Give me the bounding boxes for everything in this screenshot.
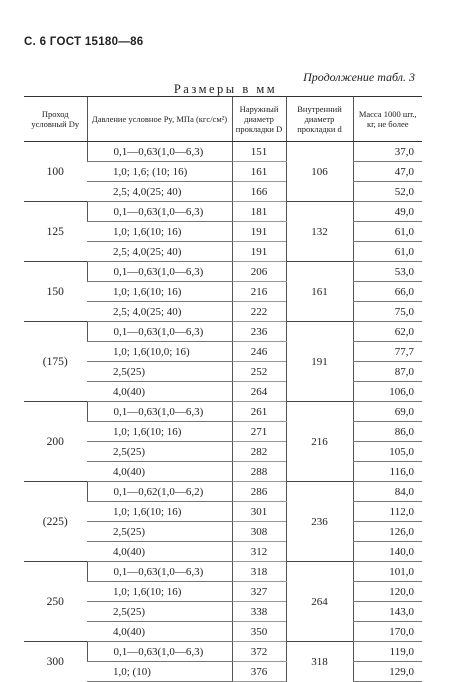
- outer-diameter-cell: 191: [232, 222, 286, 242]
- outer-diameter-cell: 372: [232, 642, 286, 662]
- inner-diameter-cell: 264: [286, 562, 353, 642]
- page-header: С. 6 ГОСТ 15180—86: [24, 36, 144, 48]
- nominal-bore-cell: (225): [24, 482, 87, 562]
- table-row: [24, 642, 422, 662]
- outer-diameter-cell: 261: [232, 402, 286, 422]
- pressure-cell: 4,0(40): [87, 542, 232, 562]
- pressure-cell: 0,1—0,63(1,0—6,3): [87, 642, 232, 662]
- header-mass: Масса 1000 шт., кг, не более: [353, 97, 422, 142]
- nominal-bore-cell: (175): [24, 322, 87, 402]
- outer-diameter-cell: 312: [232, 542, 286, 562]
- table-continuation-label: Продолжение табл. 3: [303, 70, 415, 84]
- mass-cell: 53,0: [353, 262, 422, 282]
- outer-diameter-cell: 376: [232, 662, 286, 682]
- pressure-cell: 2,5; 4,0(25; 40): [87, 242, 232, 262]
- outer-diameter-cell: 191: [232, 242, 286, 262]
- outer-diameter-cell: 264: [232, 382, 286, 402]
- table-row: [24, 482, 422, 502]
- outer-diameter-cell: 286: [232, 482, 286, 502]
- outer-diameter-cell: 206: [232, 262, 286, 282]
- pressure-cell: 0,1—0,62(1,0—6,2): [87, 482, 232, 502]
- outer-diameter-cell: 161: [232, 162, 286, 182]
- mass-cell: 119,0: [353, 642, 422, 662]
- nominal-bore-cell: 125: [24, 202, 87, 262]
- outer-diameter-cell: 181: [232, 202, 286, 222]
- header-outer-diameter: Наружный диаметр прокладки D: [232, 97, 286, 142]
- pressure-cell: 1,0; 1,6(10,0; 16): [87, 342, 232, 362]
- pressure-cell: 1,0; 1,6(10; 16): [87, 422, 232, 442]
- table-row: [24, 562, 422, 582]
- pressure-cell: 4,0(40): [87, 622, 232, 642]
- header-nominal-bore: Проход условный Dy: [24, 97, 87, 142]
- inner-diameter-cell: 161: [286, 262, 353, 322]
- table-row: [24, 202, 422, 222]
- inner-diameter-cell: 132: [286, 202, 353, 262]
- mass-cell: 105,0: [353, 442, 422, 462]
- pressure-cell: 2,5(25): [87, 442, 232, 462]
- inner-diameter-cell: 318: [286, 642, 353, 682]
- outer-diameter-cell: 222: [232, 302, 286, 322]
- pressure-cell: 0,1—0,63(1,0—6,3): [87, 142, 232, 162]
- inner-diameter-cell: 216: [286, 402, 353, 482]
- mass-cell: 101,0: [353, 562, 422, 582]
- mass-cell: 61,0: [353, 222, 422, 242]
- gasket-dimensions-table: [24, 96, 422, 682]
- pressure-cell: 2,5; 4,0(25; 40): [87, 302, 232, 322]
- outer-diameter-cell: 350: [232, 622, 286, 642]
- pressure-cell: 4,0(40): [87, 382, 232, 402]
- outer-diameter-cell: 236: [232, 322, 286, 342]
- outer-diameter-cell: 252: [232, 362, 286, 382]
- mass-cell: 170,0: [353, 622, 422, 642]
- mass-cell: 140,0: [353, 542, 422, 562]
- outer-diameter-cell: 216: [232, 282, 286, 302]
- mass-cell: 86,0: [353, 422, 422, 442]
- pressure-cell: 1,0; (10): [87, 662, 232, 682]
- pressure-cell: 2,5(25): [87, 362, 232, 382]
- mass-cell: 37,0: [353, 142, 422, 162]
- outer-diameter-cell: 166: [232, 182, 286, 202]
- pressure-cell: 1,0; 1,6(10; 16): [87, 582, 232, 602]
- mass-cell: 75,0: [353, 302, 422, 322]
- outer-diameter-cell: 151: [232, 142, 286, 162]
- mass-cell: 66,0: [353, 282, 422, 302]
- outer-diameter-cell: 288: [232, 462, 286, 482]
- pressure-cell: 0,1—0,63(1,0—6,3): [87, 562, 232, 582]
- header-nominal-pressure: Давление условное Py, МПа (кгс/см²): [87, 97, 232, 142]
- table-row: [24, 142, 422, 162]
- inner-diameter-cell: 236: [286, 482, 353, 562]
- inner-diameter-cell: 106: [286, 142, 353, 202]
- nominal-bore-cell: 100: [24, 142, 87, 202]
- nominal-bore-cell: 150: [24, 262, 87, 322]
- nominal-bore-cell: 300: [24, 642, 87, 682]
- pressure-cell: 2,5(25): [87, 522, 232, 542]
- table-row: [24, 322, 422, 342]
- outer-diameter-cell: 282: [232, 442, 286, 462]
- mass-cell: 62,0: [353, 322, 422, 342]
- mass-cell: 106,0: [353, 382, 422, 402]
- outer-diameter-cell: 318: [232, 562, 286, 582]
- outer-diameter-cell: 246: [232, 342, 286, 362]
- nominal-bore-cell: 200: [24, 402, 87, 482]
- mass-cell: 49,0: [353, 202, 422, 222]
- mass-cell: 129,0: [353, 662, 422, 682]
- mass-cell: 84,0: [353, 482, 422, 502]
- outer-diameter-cell: 327: [232, 582, 286, 602]
- pressure-cell: 0,1—0,63(1,0—6,3): [87, 402, 232, 422]
- pressure-cell: 0,1—0,63(1,0—6,3): [87, 202, 232, 222]
- pressure-cell: 0,1—0,63(1,0—6,3): [87, 322, 232, 342]
- outer-diameter-cell: 271: [232, 422, 286, 442]
- table-header-row: [24, 97, 422, 142]
- table-row: [24, 402, 422, 422]
- table-caption: Размеры в мм: [173, 82, 278, 96]
- outer-diameter-cell: 338: [232, 602, 286, 622]
- mass-cell: 52,0: [353, 182, 422, 202]
- mass-cell: 47,0: [353, 162, 422, 182]
- table-body: [24, 142, 422, 682]
- pressure-cell: 1,0; 1,6; (10; 16): [87, 162, 232, 182]
- mass-cell: 126,0: [353, 522, 422, 542]
- outer-diameter-cell: 301: [232, 502, 286, 522]
- table-row: [24, 262, 422, 282]
- header-inner-diameter: Внутренний диаметр прокладки d: [286, 97, 353, 142]
- inner-diameter-cell: 191: [286, 322, 353, 402]
- pressure-cell: 1,0; 1,6(10; 16): [87, 282, 232, 302]
- pressure-cell: 1,0; 1,6(10; 16): [87, 502, 232, 522]
- mass-cell: 112,0: [353, 502, 422, 522]
- mass-cell: 87,0: [353, 362, 422, 382]
- pressure-cell: 2,5(25): [87, 602, 232, 622]
- pressure-cell: 4,0(40): [87, 462, 232, 482]
- mass-cell: 143,0: [353, 602, 422, 622]
- pressure-cell: 1,0; 1,6(10; 16): [87, 222, 232, 242]
- mass-cell: 61,0: [353, 242, 422, 262]
- mass-cell: 77,7: [353, 342, 422, 362]
- nominal-bore-cell: 250: [24, 562, 87, 642]
- mass-cell: 116,0: [353, 462, 422, 482]
- mass-cell: 120,0: [353, 582, 422, 602]
- pressure-cell: 0,1—0,63(1,0—6,3): [87, 262, 232, 282]
- mass-cell: 69,0: [353, 402, 422, 422]
- pressure-cell: 2,5; 4,0(25; 40): [87, 182, 232, 202]
- outer-diameter-cell: 308: [232, 522, 286, 542]
